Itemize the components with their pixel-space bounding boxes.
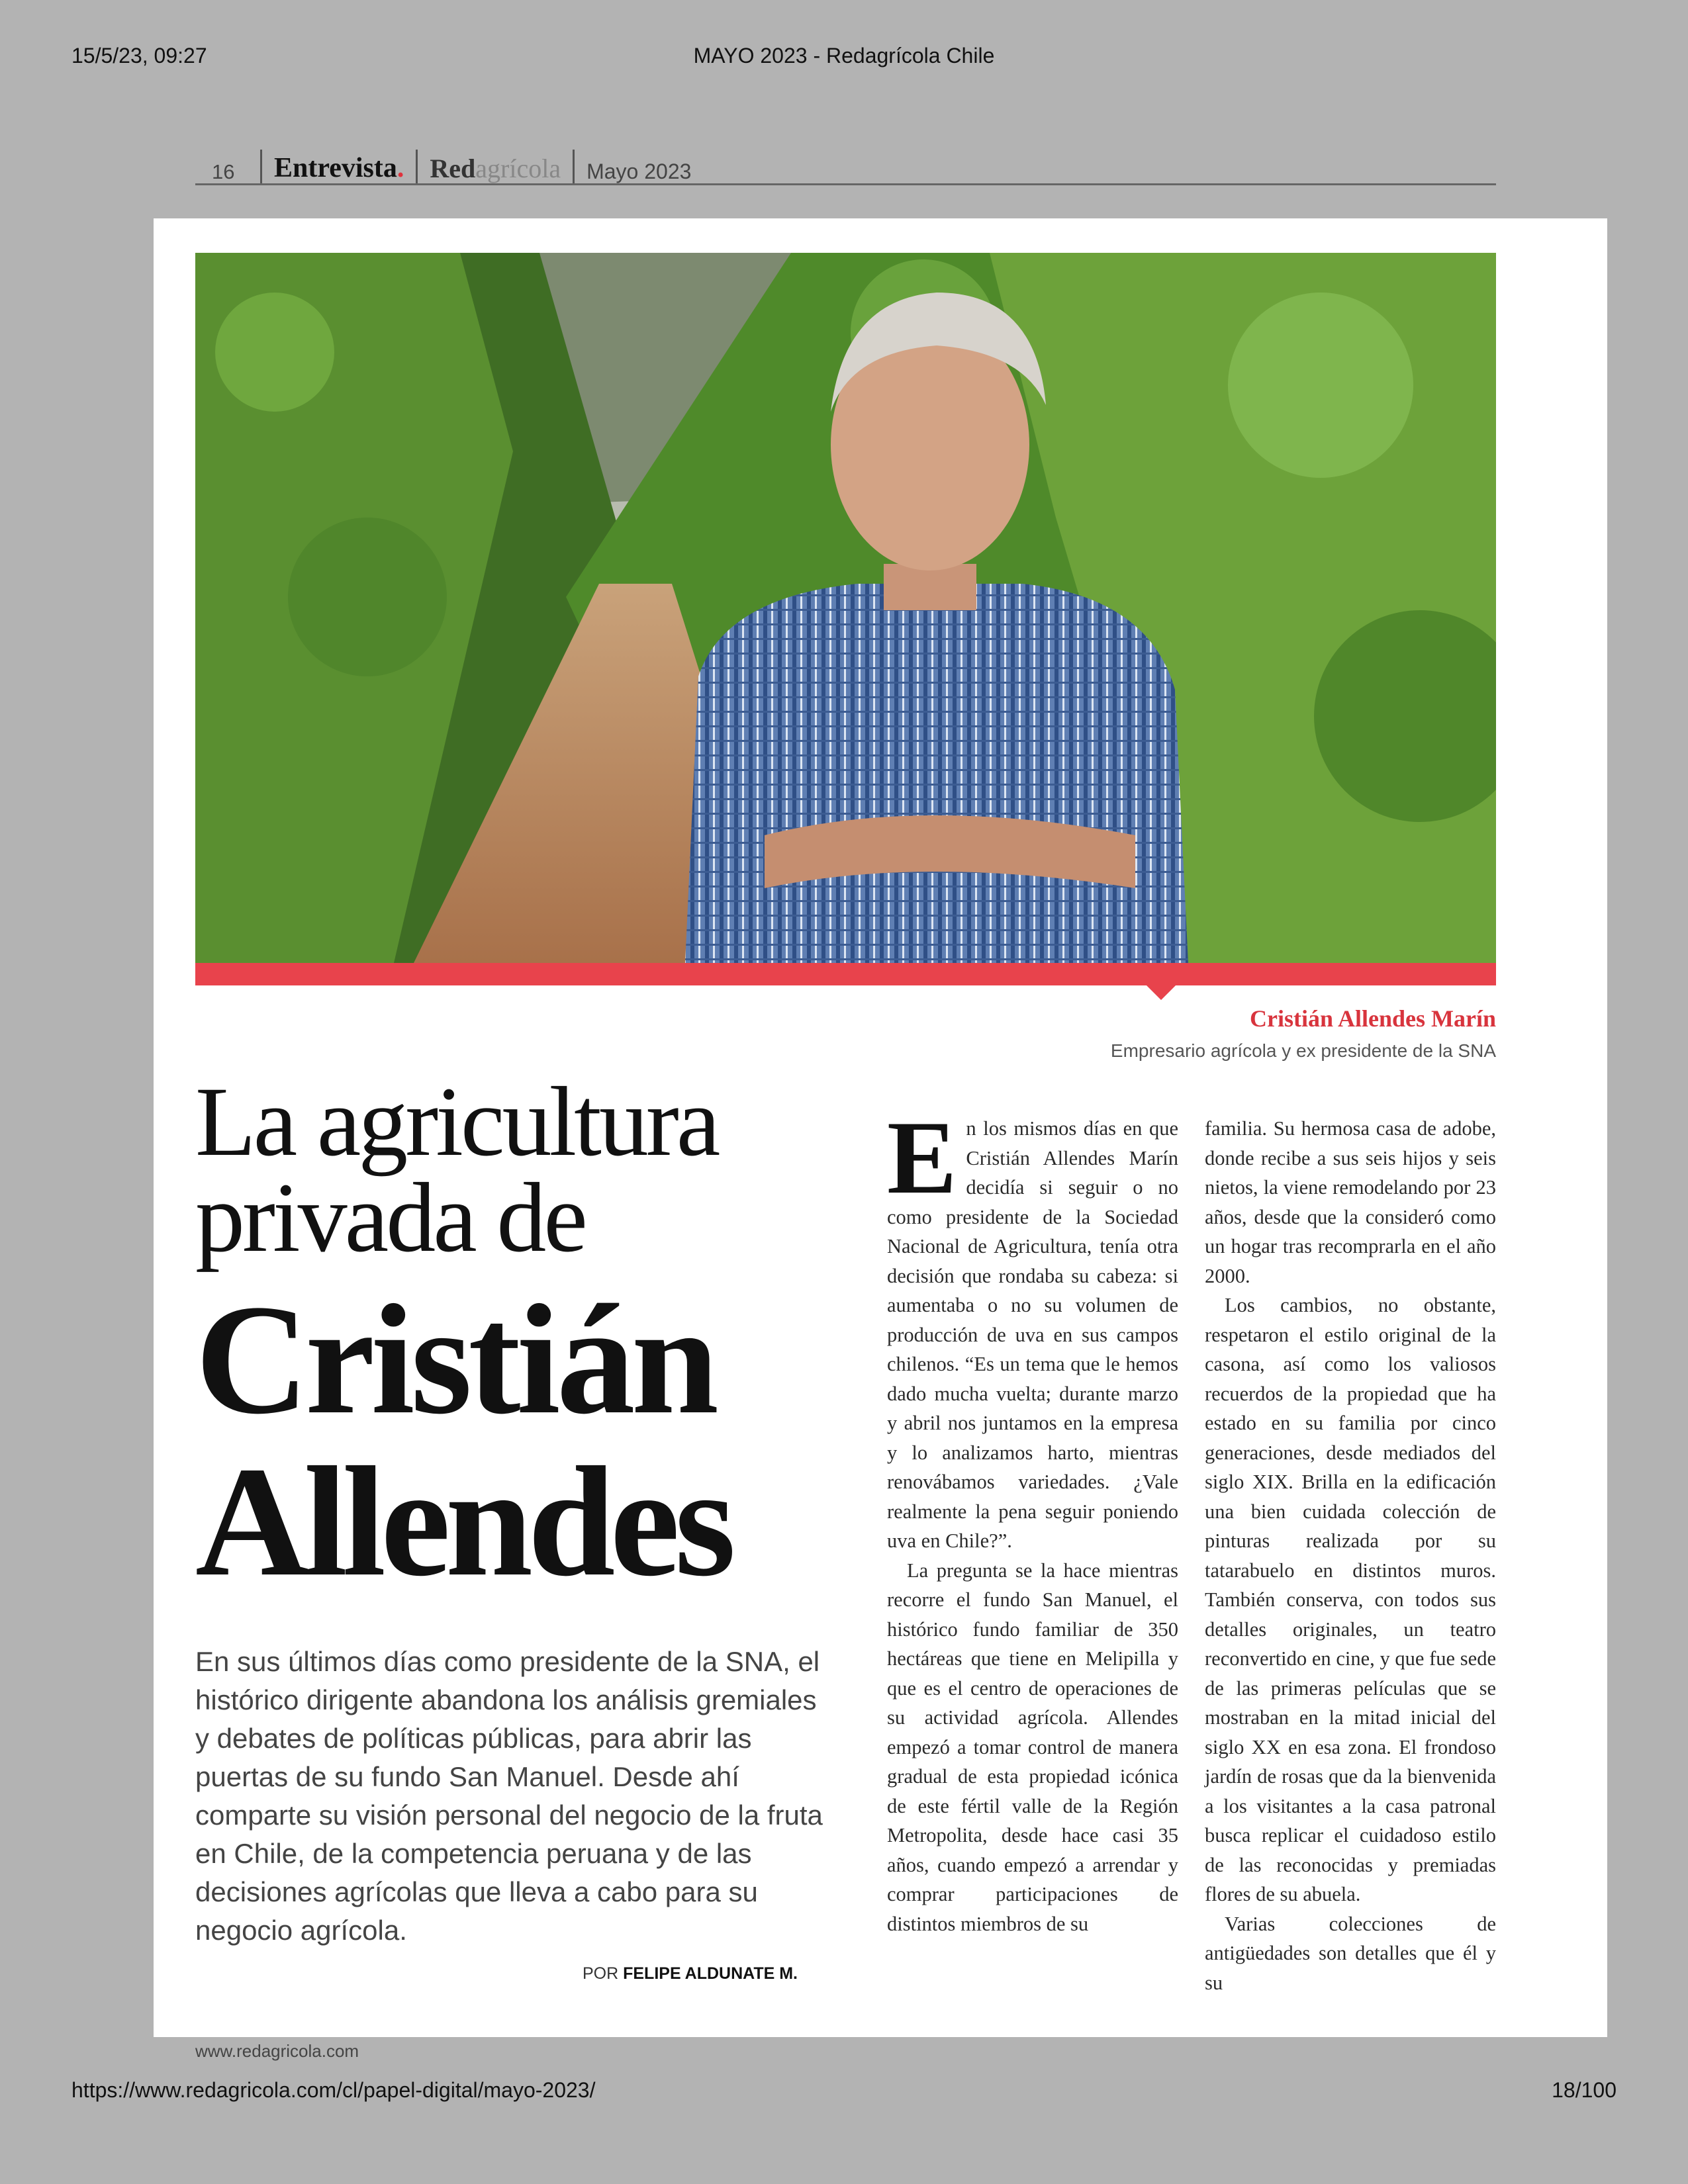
print-page-counter: 18/100 <box>1552 2078 1617 2102</box>
header-rule <box>195 183 1496 185</box>
body-paragraph: familia. Su hermosa casa de adobe, donde recibe a sus seis hijos y seis nietos, la viene remodelando por 23 años, desde que la consideró como un hogar tras recomprarla en el año 2000. <box>1205 1117 1496 1287</box>
caption-pointer <box>1147 985 1176 1000</box>
headline-line-2: privada de <box>195 1163 585 1273</box>
byline-author: FELIPE ALDUNATE M. <box>623 1964 798 1983</box>
issue-date: Mayo 2023 <box>586 159 692 183</box>
header-divider <box>573 150 575 184</box>
brand-red: Red <box>430 154 476 183</box>
body-column-2 <box>1205 1114 1496 1997</box>
section-label <box>274 152 404 184</box>
magazine-page-number: 16 <box>212 160 235 183</box>
headline-line-3: Cristián <box>195 1273 715 1447</box>
header-divider <box>416 150 418 184</box>
photo-caption-role: Empresario agrícola y ex presidente de la SNA <box>1110 1040 1496 1061</box>
header-divider <box>260 150 262 184</box>
hero-accent-bar <box>195 963 1496 985</box>
body-column-1 <box>887 1100 1178 1938</box>
article-byline <box>195 1964 798 1983</box>
magazine-footer-site: www.redagricola.com <box>195 2041 359 2061</box>
print-datetime: 15/5/23, 09:27 <box>71 44 207 68</box>
article-headline <box>195 1067 857 1609</box>
article-deck: En sus últimos días como presidente de la SNA, el histórico dirigente abandona los análisis gremiales y debates de políticas públicas, para abrir las puertas de su fundo San Manuel. Desde ahí comparte su visión personal del negocio de la fruta en Chile, de la competencia peruana y de las decisiones agrícolas que lleva a cabo para su negocio agrícola. <box>195 1646 823 1946</box>
brand-agricola: agrícola <box>475 154 561 183</box>
drop-cap: E <box>887 1100 957 1216</box>
body-paragraph: La pregunta se la hace mientras recorre el fundo San Manuel, el histórico fundo familiar de 350 hectáreas que tiene en Melipilla y que es el centro de operaciones de su actividad agrícola. Allendes empezó a tomar control de manera gradual de esta propiedad icónica de este fértil valle de la Región Metropolita, desde hace casi 35 años, cuando empezó a arrendar y comprar participaciones de distintos miembros de su <box>887 1559 1178 1935</box>
body-paragraph: Varias colecciones de antigüedades son detalles que él y su <box>1205 1912 1496 1994</box>
print-page-title: MAYO 2023 - Redagrícola Chile <box>693 44 995 68</box>
print-url: https://www.redagricola.com/cl/papel-digital/mayo-2023/ <box>71 2078 596 2102</box>
body-text: n los mismos días en que Cristián Allendes Marín decidía si seguir o no como presidente de la Sociedad Nacional de Agricultura, tenía otra decisión que rondaba su cabeza: si aumentaba o no su volumen de producción de uva en sus campos chilenos. “Es un tema que le hemos dado mucha vuelta; durante marzo y abril nos juntamos en la empresa y lo analizamos harto, mientras renovábamos variedades. ¿Vale realmente la pena seguir poniendo uva en Chile?”. <box>887 1117 1178 1552</box>
headline-line-4: Allendes <box>195 1435 731 1609</box>
photo-caption-name: Cristián Allendes Marín <box>1249 1005 1496 1032</box>
headline-line-1: La agricultura <box>195 1067 718 1177</box>
orchard-portrait-image <box>195 253 1496 963</box>
byline-prefix: POR <box>582 1964 624 1983</box>
magazine-running-header <box>195 147 1496 184</box>
brand-logo <box>430 153 561 184</box>
section-dot: . <box>397 153 404 183</box>
body-paragraph <box>887 1100 1178 1556</box>
body-paragraph: Los cambios, no obstante, respetaron el estilo original de la casona, así como los valiosos recuerdos de la propiedad que ha estado en su familia por cinco generaciones, desde mediados del siglo XIX. Brilla en la edificación una bien cuidada colección de pinturas realizada por su tatarabuelo en distintos muros. También conserva, con todos sus detalles originales, un teatro reconvertido en cine, y que fue sede de las primeras películas que se mostraban en la mitad inicial del siglo XX en esa zona. El frondoso jardín de rosas que da la bienvenida a los visitantes a la casa patronal busca replicar el cuidadoso estilo de las reconocidas y premiadas flores de su abuela. <box>1205 1294 1496 1905</box>
section-name: Entrevista <box>274 153 397 183</box>
hero-photo <box>195 253 1496 963</box>
